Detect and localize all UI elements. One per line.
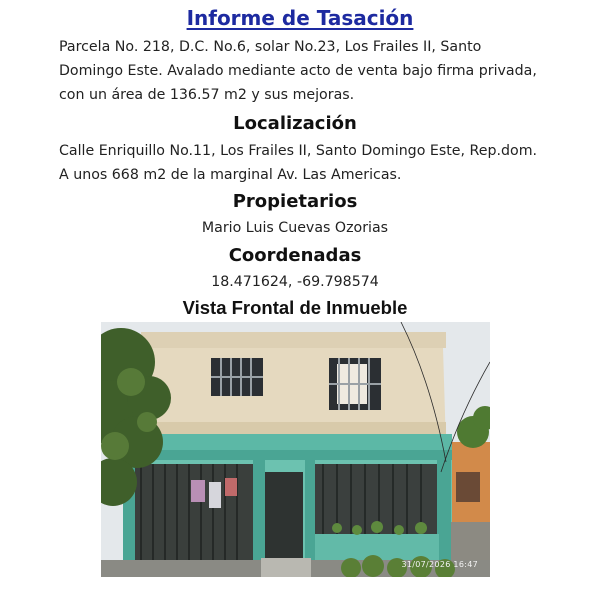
location-text: Calle Enriquillo No.11, Los Frailes II, Santo Domingo Este, Rep.dom. A unos 668 m2 de la marginal Av. Las Americas.	[59, 143, 538, 183]
location-heading: Localización	[233, 113, 357, 134]
photo-heading: Vista Frontal de Inmueble	[182, 297, 408, 318]
coordinates-heading: Coordenadas	[228, 245, 362, 266]
coordinates-value: 18.471624, -69.798574	[211, 274, 379, 290]
photo-timestamp: 31/07/2026 16:47	[401, 560, 478, 569]
front-view-photo	[101, 322, 490, 577]
report-title: Informe de Tasación	[186, 6, 414, 30]
owner-name: Mario Luis Cuevas Ozorias	[201, 220, 389, 236]
owners-heading: Propietarios	[232, 191, 358, 212]
property-description: Parcela No. 218, D.C. No.6, solar No.23, Los Frailes II, Santo Domingo Este. Avalado mediante acto de venta bajo firma privada, con un área de 136.57 m2 y sus mejoras.	[59, 39, 537, 103]
